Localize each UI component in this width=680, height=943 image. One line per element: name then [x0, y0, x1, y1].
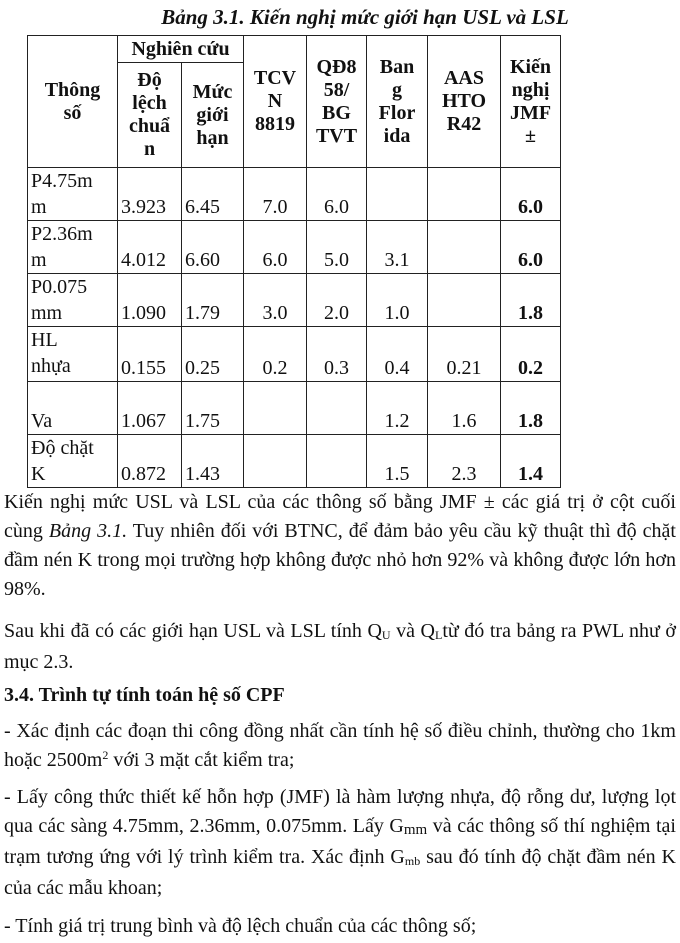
- cell-aashto: [428, 168, 501, 221]
- cell-florida: 1.0: [367, 274, 428, 327]
- header-research-group: Nghiên cứu: [118, 36, 244, 63]
- cell-qd: 0.3: [307, 327, 367, 382]
- header-std-dev: Độ lệch chuẩ n: [118, 63, 182, 168]
- header-recommend: Kiến nghị JMF ±: [501, 36, 561, 168]
- table-row: [28, 435, 561, 488]
- cell-florida: [367, 168, 428, 221]
- cell-limit: 1.43: [182, 435, 244, 488]
- cell-aashto: 2.3: [428, 435, 501, 488]
- cell-limit: 1.79: [182, 274, 244, 327]
- table-row: [28, 382, 561, 435]
- cell-qd: 6.0: [307, 168, 367, 221]
- header-limit: Mức giới hạn: [182, 63, 244, 168]
- bullet-2: - Lấy công thức thiết kế hỗn hợp (JMF) là hàm lượng nhựa, độ rỗng dư, lượng lọt qua các sàng 4.75mm, 2.36mm, 0.075mm. Lấy $G_{mm}$ và các thông số thí nghiệm tại trạm tương ứng với lý trình kiểm tra. Xác định $G_{mb}$ sau đó tính độ chặt đầm nén K của các mẫu khoan;: [4, 786, 676, 899]
- cell-aashto: [428, 274, 501, 327]
- table-caption: Bảng 3.1. Kiến nghị mức giới hạn USL và LSL: [161, 5, 569, 29]
- row-param: P4.75m m: [28, 168, 118, 221]
- section-heading: 3.4. Trình tự tính toán hệ số CPF: [4, 684, 285, 706]
- paragraph-pwl: Sau khi đã có các giới hạn USL và LSL tính $Q_U$ và $Q_Ltừ$ đó tra bảng ra PWL như ở mục 2.3.: [4, 620, 677, 673]
- cell-tcvn: [244, 382, 307, 435]
- cell-qd: 2.0: [307, 274, 367, 327]
- row-param: HL nhựa: [28, 327, 118, 382]
- cell-std: 0.872: [118, 435, 182, 488]
- cell-aashto: [428, 221, 501, 274]
- cell-tcvn: 3.0: [244, 274, 307, 327]
- bullet-1: - Xác định các đoạn thi công đồng nhất cần tính hệ số điều chỉnh, thường cho 1km hoặc $2500m^2$ với 3 mặt cắt kiểm tra;: [4, 720, 676, 771]
- cell-limit: 1.75: [182, 382, 244, 435]
- cell-std: 1.067: [118, 382, 182, 435]
- cell-qd: 5.0: [307, 221, 367, 274]
- cell-tcvn: 6.0: [244, 221, 307, 274]
- header-aashto: AAS HTO R42: [428, 36, 501, 168]
- cell-recommend: 6.0: [501, 168, 561, 221]
- cell-recommend: 6.0: [501, 221, 561, 274]
- cell-tcvn: 0.2: [244, 327, 307, 382]
- row-param: P0.075 mm: [28, 274, 118, 327]
- cell-std: 0.155: [118, 327, 182, 382]
- cell-recommend: 1.8: [501, 382, 561, 435]
- cell-recommend: 1.8: [501, 274, 561, 327]
- bullet-3: - Tính giá trị trung bình và độ lệch chuẩn của các thông số;: [4, 915, 477, 937]
- cell-florida: 0.4: [367, 327, 428, 382]
- header-qd858: QĐ8 58/ BG TVT: [307, 36, 367, 168]
- header-florida: Ban g Flor ida: [367, 36, 428, 168]
- cell-florida: 1.5: [367, 435, 428, 488]
- cell-limit: 0.25: [182, 327, 244, 382]
- cell-limit: 6.60: [182, 221, 244, 274]
- table-row: [28, 168, 561, 221]
- header-tcvn: TCV N 8819: [244, 36, 307, 168]
- cell-aashto: 1.6: [428, 382, 501, 435]
- cell-florida: 3.1: [367, 221, 428, 274]
- header-param: Thông số: [28, 36, 118, 168]
- cell-qd: [307, 435, 367, 488]
- cell-qd: [307, 382, 367, 435]
- row-param: P2.36m m: [28, 221, 118, 274]
- cell-std: 4.012: [118, 221, 182, 274]
- cell-florida: 1.2: [367, 382, 428, 435]
- cell-std: 1.090: [118, 274, 182, 327]
- cell-std: 3.923: [118, 168, 182, 221]
- table-row: [28, 327, 561, 382]
- usl-lsl-table: [27, 35, 561, 488]
- cell-aashto: 0.21: [428, 327, 501, 382]
- table-row: [28, 274, 561, 327]
- cell-tcvn: 7.0: [244, 168, 307, 221]
- paragraph-usl-lsl: Kiến nghị mức USL và LSL của các thông số bằng JMF ± các giá trị ở cột cuối cùng Bảng 3.1. Tuy nhiên đối với BTNC, để đảm bảo yêu cầu kỹ thuật thì độ chặt đầm nén K trong mọi trường hợp không được nhỏ hơn 92% và không được lớn hơn 98%.: [4, 491, 676, 600]
- row-param: Va: [28, 382, 118, 435]
- cell-limit: 6.45: [182, 168, 244, 221]
- cell-recommend: 0.2: [501, 327, 561, 382]
- cell-tcvn: [244, 435, 307, 488]
- table-row: [28, 221, 561, 274]
- row-param: Độ chặt K: [28, 435, 118, 488]
- cell-recommend: 1.4: [501, 435, 561, 488]
